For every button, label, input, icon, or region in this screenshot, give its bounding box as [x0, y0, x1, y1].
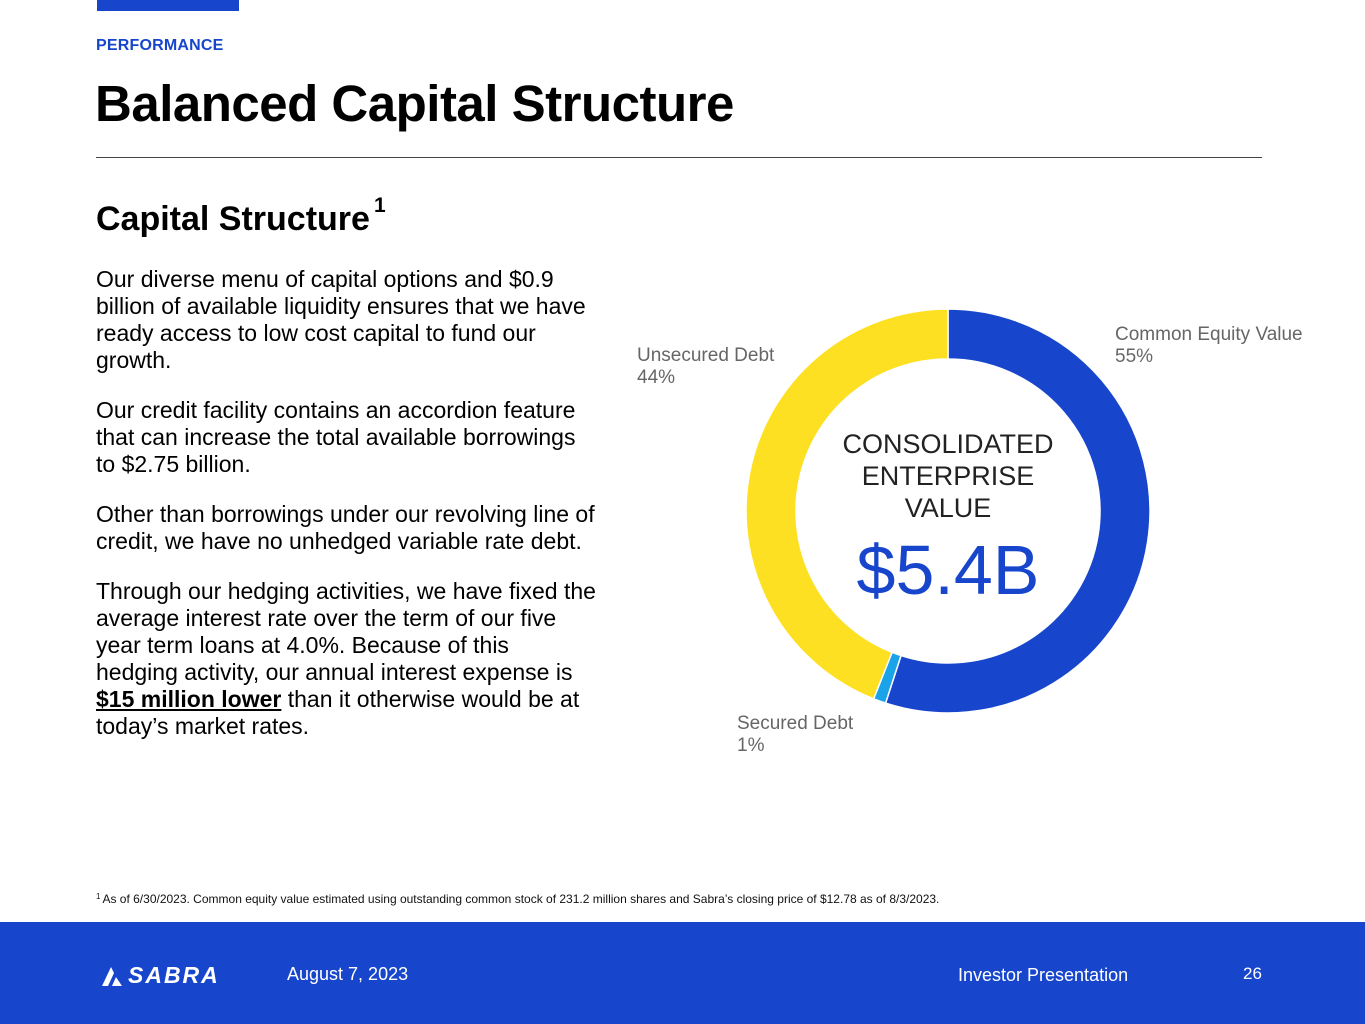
paragraph-hedging	[96, 578, 596, 740]
body-text	[96, 266, 596, 763]
hedging-text-end: than it otherwise would be at today’s market rates.	[96, 686, 580, 739]
donut-center-value: $5.4B	[856, 531, 1040, 609]
footer-date: August 7, 2023	[287, 964, 409, 984]
footnote	[96, 892, 939, 906]
paragraph-variable-rate: Other than borrowings under our revolving line of credit, we have no unhedged variable rate debt.	[96, 501, 595, 554]
slice-label-common-equity	[1115, 324, 1303, 368]
footnote-text: As of 6/30/2023. Common equity value estimated using outstanding common stock of 231.2 million shares and Sabra’s closing price of $12.78 as of 8/3/2023.	[102, 892, 940, 906]
capital-structure-heading	[96, 194, 386, 239]
footer-bar	[0, 922, 1365, 1024]
section-label: PERFORMANCE	[96, 37, 224, 54]
slice-label-secured-debt-name: Secured Debt	[737, 713, 854, 734]
footer-presentation-title: Investor Presentation	[958, 965, 1129, 985]
page-title: Balanced Capital Structure	[95, 75, 734, 132]
slice-label-secured-debt-value: 1%	[737, 735, 765, 756]
slice-label-unsecured-debt-value: 44%	[637, 367, 676, 388]
slice-label-unsecured-debt-name: Unsecured Debt	[637, 345, 775, 366]
slice-label-unsecured-debt	[637, 345, 774, 389]
sabra-logo-icon	[100, 964, 124, 988]
title-divider	[96, 157, 1262, 158]
capital-structure-heading-text: Capital Structure	[96, 200, 370, 238]
sabra-logo-text: SABRA	[128, 962, 220, 988]
donut-center-label: CONSOLIDATED ENTERPRISE VALUE	[842, 429, 1054, 523]
hedging-text-start: Through our hedging activities, we have fixed the average interest rate over the term of our five year term loans at 4.0%. Because of this hedging activity, our annual interest expense is	[96, 578, 596, 685]
paragraph-liquidity: Our diverse menu of capital options and $0.9 billion of available liquidity ensures that we have ready access to low cost capital to fund our growth.	[96, 266, 586, 373]
slice-label-common-equity-value: 55%	[1115, 346, 1154, 367]
capital-structure-donut-chart	[620, 290, 1365, 770]
top-accent-bar	[97, 0, 239, 11]
heading-footnote-mark: 1	[373, 194, 386, 217]
footnote-mark: 1	[96, 892, 101, 901]
slice-label-common-equity-name: Common Equity Value	[1115, 324, 1303, 345]
slice-label-secured-debt	[737, 713, 853, 757]
hedging-savings-emphasis: $15 million lower	[96, 686, 282, 712]
sabra-logo	[100, 962, 220, 989]
footer-page-number: 26	[1243, 964, 1262, 983]
paragraph-credit-facility: Our credit facility contains an accordion feature that can increase the total available borrowings to $2.75 billion.	[96, 397, 576, 477]
